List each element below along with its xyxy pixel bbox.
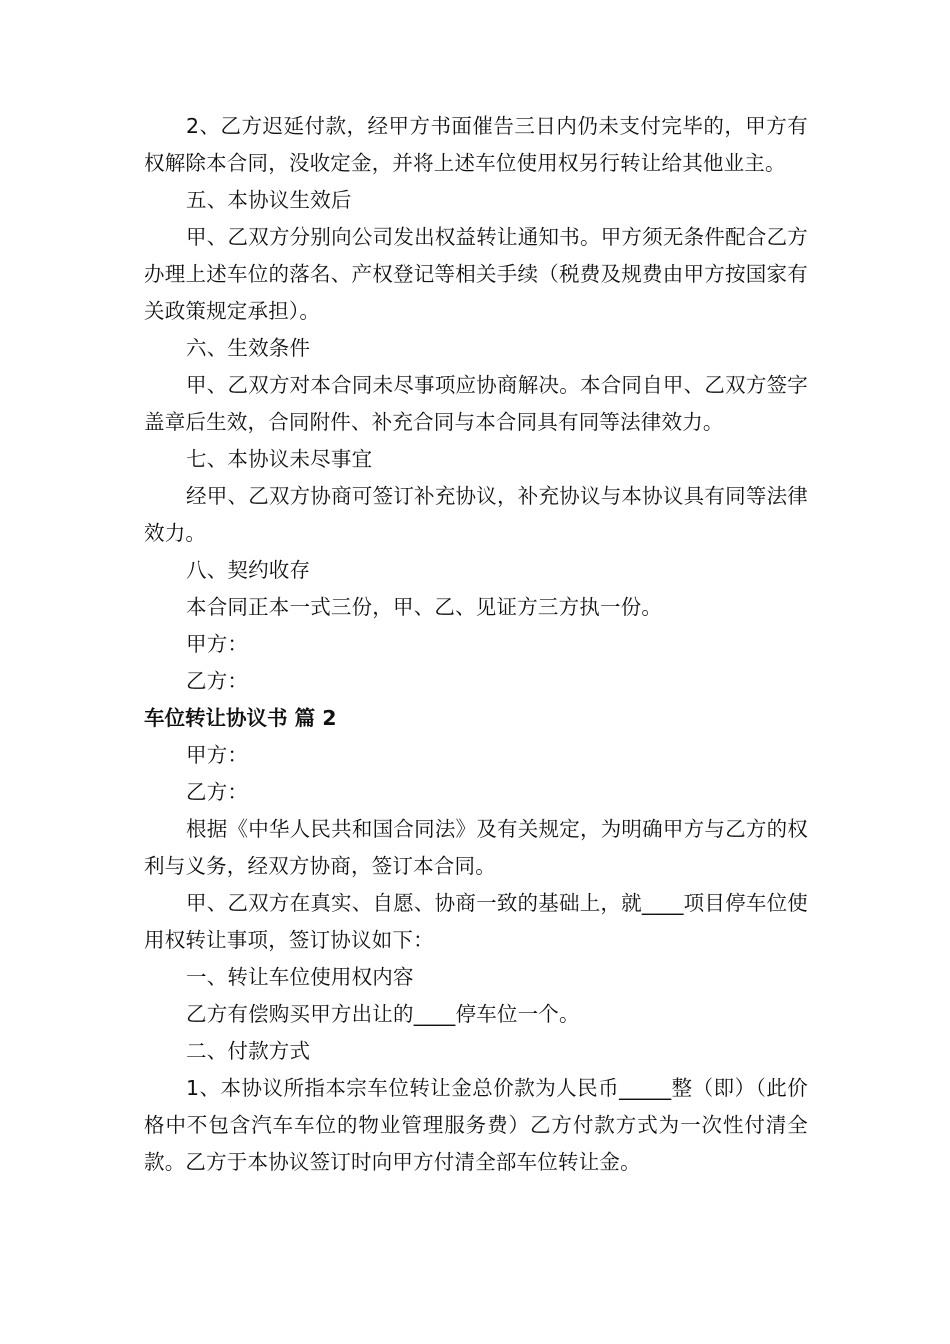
party-b-signature-line: 乙方： (186, 669, 249, 693)
clause-copies: 本合同正本一式三份，甲、乙、见证方三方执一份。 (186, 595, 663, 619)
clause-payment-amount: 1、本协议所指本宗车位转让金总价款为人民币_____整（即）（此价格中不包含汽车车位的物业管理服务费）乙方付款方式为一次性付清全款。乙方于本协议签订时向甲方付清全部车位转让金。 (144, 1076, 808, 1174)
clause-late-payment: 2、乙方迟延付款，经甲方书面催告三日内仍未支付完毕的，甲方有权解除本合同，没收定金，并将上述车位使用权另行转让给其他业主。 (144, 114, 808, 175)
article-2-heading: 车位转让协议书 篇 2 (144, 706, 337, 730)
party-b-line: 乙方： (186, 780, 249, 804)
section-seven-heading: 七、本协议未尽事宜 (186, 447, 373, 471)
section-eight-heading: 八、契约收存 (186, 558, 311, 582)
section-five-heading: 五、本协议生效后 (186, 188, 352, 212)
section-six-heading: 六、生效条件 (186, 336, 311, 360)
section-one-heading: 一、转让车位使用权内容 (186, 965, 414, 989)
preamble-paragraph: 根据《中华人民共和国合同法》及有关规定，为明确甲方与乙方的权利与义务，经双方协商，签订本合同。 (144, 817, 808, 878)
section-two-heading: 二、付款方式 (186, 1039, 311, 1063)
party-a-signature-line: 甲方： (186, 632, 249, 656)
clause-effective-conditions: 甲、乙双方对本合同未尽事项应协商解决。本合同自甲、乙双方签字盖章后生效，合同附件、补充合同与本合同具有同等法律效力。 (144, 373, 808, 434)
document-page (144, 108, 808, 1181)
clause-supplementary: 经甲、乙双方协商可签订补充协议，补充协议与本协议具有同等法律效力。 (144, 484, 808, 545)
party-a-line: 甲方： (186, 743, 249, 767)
agreement-intro-paragraph: 甲、乙双方在真实、自愿、协商一致的基础上，就____项目停车位使用权转让事项，签订协议如下： (144, 891, 808, 952)
clause-rights-transfer: 甲、乙双方分别向公司发出权益转让通知书。甲方须无条件配合乙方办理上述车位的落名、产权登记等相关手续（税费及规费由甲方按国家有关政策规定承担）。 (144, 225, 808, 323)
clause-purchase: 乙方有偿购买甲方出让的____停车位一个。 (186, 1002, 580, 1026)
